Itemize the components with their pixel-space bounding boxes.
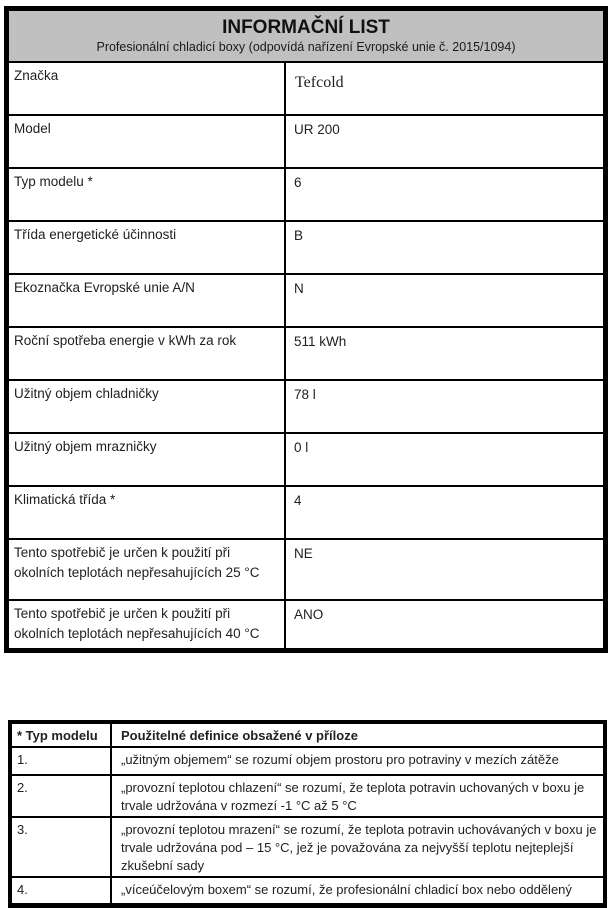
row-label: Roční spotřeba energie v kWh za rok: [9, 328, 286, 379]
definition-number: 2.: [12, 776, 112, 816]
table-row-teplota-25c: [9, 538, 603, 599]
row-value: 0 l: [294, 440, 309, 455]
row-value: 78 l: [294, 387, 316, 402]
definition-row-4: [12, 876, 603, 903]
definition-row-3: [12, 816, 603, 876]
row-value: 511 kWh: [294, 334, 347, 349]
row-value: UR 200: [294, 122, 340, 137]
row-value: N: [294, 281, 304, 296]
definition-text: „užitným objemem“ se rozumí objem prostoru pro potraviny v mezích zátěže: [121, 752, 559, 767]
row-label: Užitný objem mrazničky: [9, 434, 286, 485]
row-value: 4: [294, 493, 302, 508]
table-row-trida-ucinnosti: [9, 220, 603, 273]
row-value: NE: [294, 546, 313, 561]
definition-text: „provozní teplotou chlazení“ se rozumí, že teplota potravin uchovaných v boxu je trvale udržována v rozmezí -1 °C až 5 °C: [121, 780, 585, 813]
definition-row-2: [12, 774, 603, 816]
row-label: Model: [9, 116, 286, 167]
definition-number: 1.: [12, 748, 112, 774]
table-row-model: [9, 114, 603, 167]
row-label: Ekoznačka Evropské unie A/N: [9, 275, 286, 326]
definition-number: 3.: [12, 818, 112, 876]
row-label: Tento spotřebič je určen k použití při okolních teplotách nepřesahujících 40 °C: [9, 601, 286, 648]
page-title: INFORMAČNÍ LIST: [222, 17, 390, 38]
info-table-header: [9, 11, 603, 61]
brand-value: Tefcold: [295, 74, 344, 91]
definition-text: „provozní teplotou mrazení“ se rozumí, že teplota potravin uchovávaných v boxu je trvale udržována pod – 15 °C, jež je považována za nejvyšší teplotu nejteplejší zkušební sady: [121, 822, 597, 873]
definitions-table: [8, 720, 607, 908]
definition-row-1: [12, 746, 603, 774]
row-value: B: [294, 228, 304, 243]
definitions-header-row: [12, 724, 603, 746]
table-row-rocni-spotreba: [9, 326, 603, 379]
table-row-teplota-40c: [9, 599, 603, 648]
table-row-klimaticka-trida: [9, 485, 603, 538]
table-row-typ-modelu: [9, 167, 603, 220]
column-header-definice: Použitelné definice obsažené v příloze: [121, 728, 358, 743]
table-row-objem-chladnicky: [9, 379, 603, 432]
column-header-typ-modelu: * Typ modelu: [12, 724, 112, 746]
info-table: [4, 6, 608, 653]
table-row-ekoznacka: [9, 273, 603, 326]
table-row-objem-mraznicky: [9, 432, 603, 485]
row-value: ANO: [294, 607, 324, 622]
row-label: Klimatická třída *: [9, 487, 286, 538]
row-label: Značka: [9, 63, 286, 114]
row-label: Typ modelu *: [9, 169, 286, 220]
page-subtitle: Profesionální chladicí boxy (odpovídá nařízení Evropské unie č. 2015/1094): [96, 40, 516, 54]
definition-text: „víceúčelovým boxem“ se rozumí, že profesionální chladicí box nebo oddělený: [121, 882, 572, 897]
row-label: Užitný objem chladničky: [9, 381, 286, 432]
row-value: 6: [294, 175, 302, 190]
row-label: Třída energetické účinnosti: [9, 222, 286, 273]
definition-number: 4.: [12, 878, 112, 903]
table-row-znacka: [9, 61, 603, 114]
row-label: Tento spotřebič je určen k použití při okolních teplotách nepřesahujících 25 °C: [9, 540, 286, 599]
